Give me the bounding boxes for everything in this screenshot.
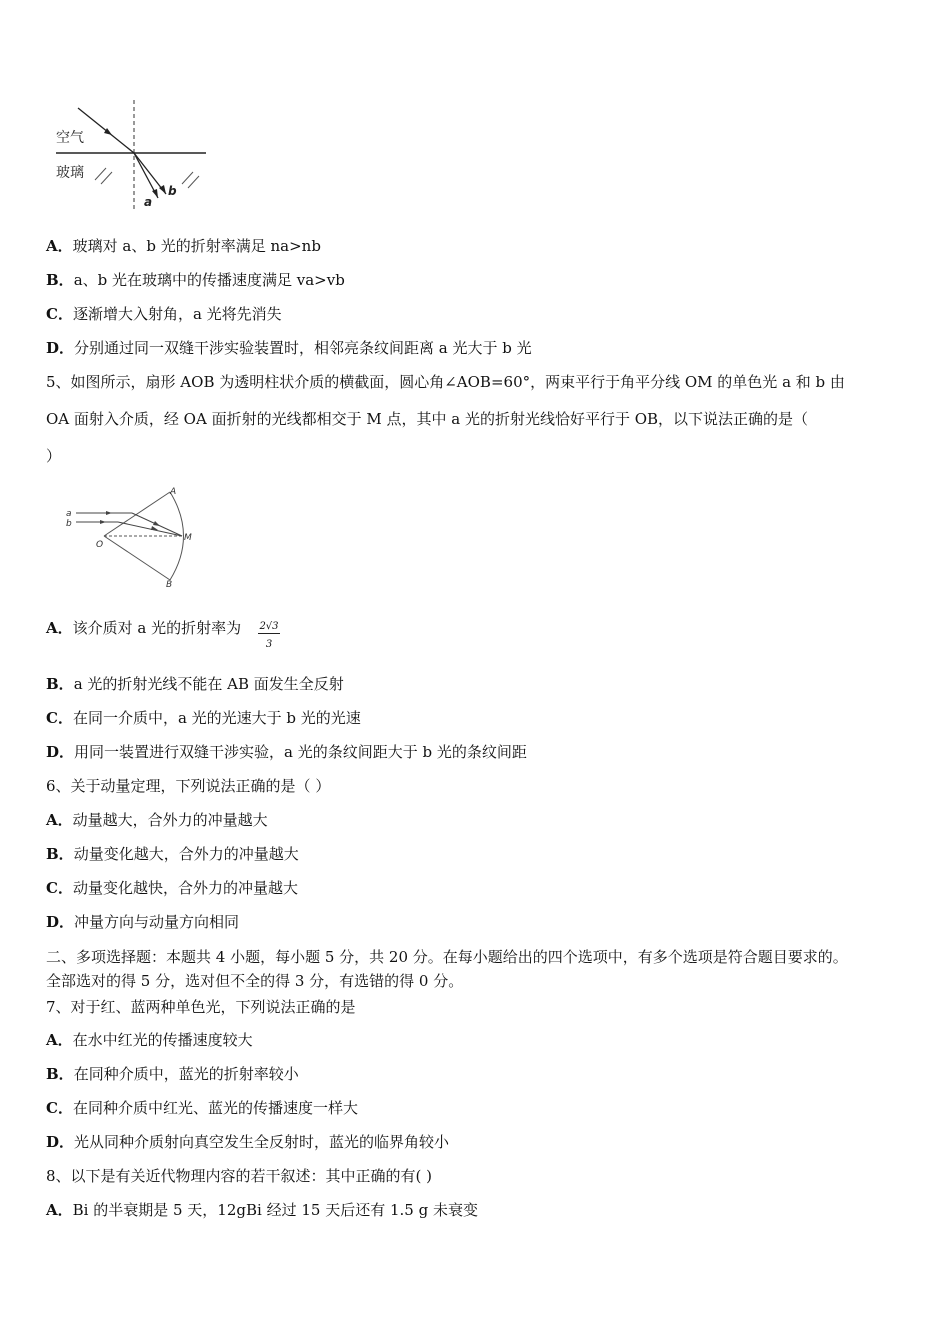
q5-stem-line1: 5、如图所示，扇形 AOB 为透明柱状介质的横截面，圆心角∠AOB=60°，两束平行于角平分线 OM 的单色光 a 和 b 由	[46, 373, 845, 391]
hatch-mark	[95, 168, 106, 180]
q5-option-a: A．该介质对 a 光的折射率为	[46, 619, 242, 637]
q5-stem-line2: OA 面射入介质，经 OA 面折射的光线都相交于 M 点，其中 a 光的折射光线恰好平行于 OB，以下说法正确的是（	[46, 410, 809, 428]
fraction-denominator: 3	[265, 639, 273, 650]
q8-stem: 8、以下是有关近代物理内容的若干叙述：其中正确的有( )	[46, 1167, 433, 1185]
q6-option-c: C．动量变化越快，合外力的冲量越大	[46, 879, 298, 897]
q6-stem: 6、关于动量定理，下列说法正确的是（ ）	[46, 777, 331, 795]
line-ob	[104, 536, 170, 580]
q7-option-d: D．光从同种介质射向真空发生全反射时，蓝光的临界角较小	[46, 1133, 450, 1151]
hatch-mark	[101, 172, 112, 184]
refraction-figure	[50, 98, 215, 213]
q5-option-c: C．在同一介质中，a 光的光速大于 b 光的光速	[46, 709, 361, 727]
point-b-label: B	[166, 580, 173, 589]
q7-option-a: A．在水中红光的传播速度较大	[46, 1031, 253, 1049]
section2-line1: 二、多项选择题：本题共 4 小题，每小题 5 分，共 20 分。在每小题给出的四个选项中，有多个选项是符合题目要求的。	[46, 948, 848, 966]
point-o-label: O	[96, 540, 104, 550]
point-a-label: A	[170, 487, 177, 497]
q8-option-a: A．Bi 的半衰期是 5 天，12gBi 经过 15 天后还有 1.5 g 未衰变	[46, 1201, 478, 1219]
ray-a-inner-arrow-icon	[153, 521, 160, 526]
air-label: 空气	[56, 130, 84, 146]
q4-option-a: A．玻璃对 a、b 光的折射率满足 na>nb	[46, 237, 321, 255]
hatch-mark	[182, 172, 193, 184]
section2-line2: 全部选对的得 5 分，选对但不全的得 3 分，有选错的得 0 分。	[46, 972, 464, 990]
glass-label: 玻璃	[56, 165, 84, 181]
ray-b-refracted	[118, 522, 182, 536]
fraction-2sqrt3-over-3	[258, 620, 280, 654]
q5-option-d: D．用同一装置进行双缝干涉实验，a 光的条纹间距大于 b 光的条纹间距	[46, 743, 527, 761]
ray-b-label: b	[66, 519, 72, 529]
q7-option-b: B．在同种介质中，蓝光的折射率较小	[46, 1065, 299, 1083]
q6-option-d: D．冲量方向与动量方向相同	[46, 913, 240, 931]
ray-a-label: a	[144, 195, 153, 209]
line-oa	[104, 492, 170, 536]
sector-figure	[62, 484, 202, 589]
hatch-mark	[188, 176, 199, 188]
q7-stem: 7、对于红、蓝两种单色光，下列说法正确的是	[46, 998, 356, 1016]
q4-option-b: B．a、b 光在玻璃中的传播速度满足 va>vb	[46, 271, 345, 289]
ray-b-label: b	[168, 184, 177, 198]
ray-a-arrow-icon	[152, 189, 158, 198]
q6-option-a: A．动量越大，合外力的冲量越大	[46, 811, 268, 829]
ray-b-arrow-icon	[100, 520, 106, 524]
q7-option-c: C．在同种介质中红光、蓝光的传播速度一样大	[46, 1099, 358, 1117]
point-m-label: M	[184, 533, 192, 543]
ray-b-inner-arrow-icon	[151, 526, 158, 530]
q5-stem-line3: ）	[46, 447, 62, 465]
q5-option-b: B．a 光的折射光线不能在 AB 面发生全反射	[46, 675, 344, 693]
q6-option-b: B．动量变化越大，合外力的冲量越大	[46, 845, 299, 863]
q4-option-d: D．分别通过同一双缝干涉实验装置时，相邻亮条纹间距离 a 光大于 b 光	[46, 339, 532, 357]
q4-option-c: C．逐渐增大入射角，a 光将先消失	[46, 305, 282, 323]
ray-a-arrow-icon	[106, 511, 112, 515]
fraction-numerator: 2√3	[259, 621, 279, 632]
ray-a-label: a	[66, 509, 72, 519]
